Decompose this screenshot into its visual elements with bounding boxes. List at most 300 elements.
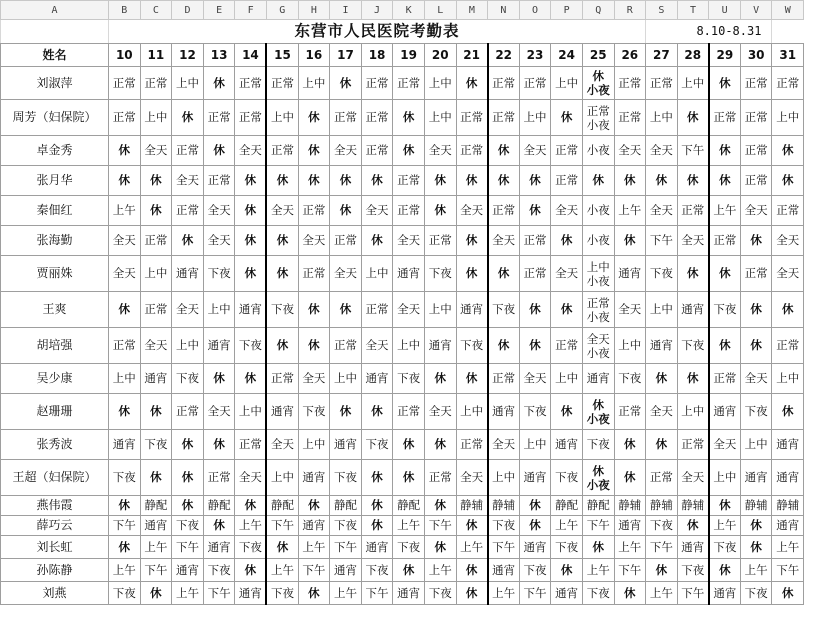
shift-cell[interactable]: 全天: [172, 166, 204, 196]
shift-cell[interactable]: 通宵: [424, 328, 456, 364]
shift-cell[interactable]: 休: [646, 559, 678, 582]
shift-cell[interactable]: 全天: [393, 226, 425, 256]
shift-cell[interactable]: 全天: [424, 136, 456, 166]
shift-cell[interactable]: 休: [203, 516, 235, 536]
shift-cell[interactable]: 全天: [140, 328, 172, 364]
shift-cell[interactable]: 上中: [330, 364, 362, 394]
shift-cell[interactable]: 休: [614, 226, 646, 256]
day-header-20[interactable]: 20: [424, 44, 456, 67]
shift-cell[interactable]: 正常: [330, 328, 362, 364]
shift-cell[interactable]: 正常: [393, 166, 425, 196]
shift-cell[interactable]: 上中: [614, 328, 646, 364]
shift-cell[interactable]: 下夜: [709, 292, 741, 328]
shift-cell[interactable]: 下午: [614, 559, 646, 582]
shift-cell[interactable]: 正常: [330, 100, 362, 136]
shift-cell[interactable]: 休: [235, 364, 267, 394]
shift-cell[interactable]: 休: [172, 496, 204, 516]
shift-cell[interactable]: 下夜: [424, 256, 456, 292]
shift-cell[interactable]: 通宵: [140, 516, 172, 536]
shift-cell[interactable]: 正常: [424, 460, 456, 496]
shift-cell[interactable]: 休: [172, 100, 204, 136]
shift-cell[interactable]: 正常: [488, 364, 520, 394]
shift-cell[interactable]: 休: [140, 196, 172, 226]
shift-cell[interactable]: 上中: [361, 256, 393, 292]
shift-cell[interactable]: 通宵: [646, 328, 678, 364]
day-header-10[interactable]: 10: [109, 44, 141, 67]
shift-cell[interactable]: 休: [266, 166, 298, 196]
shift-cell[interactable]: 休: [709, 328, 741, 364]
shift-cell[interactable]: 上中: [519, 100, 551, 136]
day-header-27[interactable]: 27: [646, 44, 678, 67]
shift-cell[interactable]: 正常: [235, 100, 267, 136]
staff-name-cell[interactable]: 刘长虹: [1, 536, 109, 559]
shift-cell[interactable]: 上午: [709, 516, 741, 536]
shift-cell[interactable]: 下夜: [266, 292, 298, 328]
column-header-t[interactable]: T: [677, 1, 709, 20]
shift-cell[interactable]: 小夜: [582, 196, 614, 226]
shift-cell[interactable]: 休: [330, 394, 362, 430]
shift-cell[interactable]: 通宵: [140, 364, 172, 394]
shift-cell[interactable]: 正常: [456, 136, 488, 166]
shift-cell[interactable]: 全天: [266, 196, 298, 226]
shift-cell[interactable]: 休: [172, 430, 204, 460]
shift-cell[interactable]: 休: [298, 100, 330, 136]
staff-name-cell[interactable]: 胡培强: [1, 328, 109, 364]
shift-cell[interactable]: 休: [140, 460, 172, 496]
shift-cell[interactable]: 休: [519, 292, 551, 328]
shift-cell[interactable]: 上中: [298, 430, 330, 460]
shift-cell[interactable]: 休: [393, 100, 425, 136]
shift-cell[interactable]: 正常: [203, 100, 235, 136]
shift-cell[interactable]: 静辅: [488, 496, 520, 516]
shift-cell[interactable]: 休: [235, 226, 267, 256]
shift-cell[interactable]: 下夜: [677, 328, 709, 364]
staff-name-cell[interactable]: 刘淑萍: [1, 67, 109, 100]
column-header-a[interactable]: A: [1, 1, 109, 20]
shift-cell[interactable]: 全天: [551, 256, 583, 292]
shift-cell[interactable]: 下午: [266, 516, 298, 536]
shift-cell[interactable]: 全天: [109, 226, 141, 256]
shift-cell[interactable]: 休: [772, 582, 804, 605]
shift-cell[interactable]: 下夜: [519, 559, 551, 582]
day-header-31[interactable]: 31: [772, 44, 804, 67]
shift-cell[interactable]: 上中: [172, 328, 204, 364]
shift-cell[interactable]: 全天: [235, 460, 267, 496]
shift-cell[interactable]: 下夜: [203, 559, 235, 582]
day-header-21[interactable]: 21: [456, 44, 488, 67]
shift-cell[interactable]: 休: [709, 559, 741, 582]
staff-name-cell[interactable]: 秦佃红: [1, 196, 109, 226]
sheet-title[interactable]: 东营市人民医院考勤表: [109, 20, 646, 44]
staff-name-cell[interactable]: 张秀波: [1, 430, 109, 460]
column-header-d[interactable]: D: [172, 1, 204, 20]
shift-cell[interactable]: 下夜: [172, 364, 204, 394]
shift-cell[interactable]: 休: [456, 256, 488, 292]
shift-cell[interactable]: 正常: [140, 226, 172, 256]
shift-cell[interactable]: 上中: [424, 67, 456, 100]
shift-cell[interactable]: 正常: [551, 328, 583, 364]
column-header-q[interactable]: Q: [582, 1, 614, 20]
shift-cell[interactable]: 休: [298, 292, 330, 328]
shift-cell[interactable]: 全天: [330, 256, 362, 292]
shift-cell[interactable]: 全天: [772, 256, 804, 292]
column-header-p[interactable]: P: [551, 1, 583, 20]
shift-cell[interactable]: 上午: [140, 536, 172, 559]
shift-cell[interactable]: 休: [298, 166, 330, 196]
shift-cell[interactable]: 休: [488, 328, 520, 364]
shift-cell[interactable]: 通宵: [677, 292, 709, 328]
shift-cell[interactable]: 正常: [709, 364, 741, 394]
shift-cell[interactable]: 上中: [424, 100, 456, 136]
shift-cell[interactable]: 正常: [551, 166, 583, 196]
shift-cell[interactable]: 休: [614, 460, 646, 496]
staff-name-cell[interactable]: 薛巧云: [1, 516, 109, 536]
shift-cell[interactable]: 休: [235, 166, 267, 196]
shift-cell[interactable]: 全天: [740, 364, 772, 394]
shift-cell[interactable]: 休: [266, 226, 298, 256]
shift-cell[interactable]: 上午: [582, 559, 614, 582]
shift-cell[interactable]: 通宵: [519, 536, 551, 559]
shift-cell[interactable]: 上午: [424, 559, 456, 582]
shift-cell[interactable]: 休: [109, 292, 141, 328]
shift-cell[interactable]: 休: [330, 196, 362, 226]
date-range[interactable]: 8.10-8.31: [646, 20, 772, 44]
shift-cell[interactable]: 正常: [772, 196, 804, 226]
shift-cell[interactable]: 休: [772, 394, 804, 430]
shift-cell[interactable]: 休: [109, 394, 141, 430]
shift-cell[interactable]: 下夜: [456, 328, 488, 364]
shift-cell[interactable]: 上午: [614, 196, 646, 226]
shift-cell[interactable]: 休: [456, 226, 488, 256]
shift-cell[interactable]: 通宵: [203, 328, 235, 364]
shift-cell[interactable]: 休: [330, 292, 362, 328]
shift-cell[interactable]: 通宵: [172, 256, 204, 292]
shift-cell[interactable]: 上午: [235, 516, 267, 536]
shift-cell[interactable]: 全天: [140, 136, 172, 166]
shift-cell[interactable]: 休: [140, 582, 172, 605]
shift-cell[interactable]: 下午: [298, 559, 330, 582]
shift-cell[interactable]: 休: [677, 166, 709, 196]
shift-cell[interactable]: 上中: [488, 460, 520, 496]
shift-cell[interactable]: 上午: [740, 559, 772, 582]
shift-cell[interactable]: 下夜: [393, 536, 425, 559]
shift-cell[interactable]: 全天: [203, 226, 235, 256]
column-header-k[interactable]: K: [393, 1, 425, 20]
shift-cell[interactable]: 正常: [740, 67, 772, 100]
shift-cell[interactable]: 正常: [235, 67, 267, 100]
shift-cell[interactable]: 通宵: [772, 516, 804, 536]
shift-cell[interactable]: 下午: [361, 582, 393, 605]
column-header-i[interactable]: I: [330, 1, 362, 20]
shift-cell[interactable]: 休: [582, 166, 614, 196]
shift-cell[interactable]: 全天: [203, 196, 235, 226]
shift-cell[interactable]: 下夜: [488, 292, 520, 328]
shift-cell[interactable]: 全天 小夜: [582, 328, 614, 364]
column-header-g[interactable]: G: [266, 1, 298, 20]
shift-cell[interactable]: 休: [361, 166, 393, 196]
shift-cell[interactable]: 全天: [456, 460, 488, 496]
shift-cell[interactable]: 静辅: [740, 496, 772, 516]
shift-cell[interactable]: 休: [203, 364, 235, 394]
shift-cell[interactable]: 休: [519, 196, 551, 226]
column-header-u[interactable]: U: [709, 1, 741, 20]
shift-cell[interactable]: 全天: [740, 196, 772, 226]
shift-cell[interactable]: 休: [519, 166, 551, 196]
day-header-14[interactable]: 14: [235, 44, 267, 67]
shift-cell[interactable]: 休: [330, 166, 362, 196]
shift-cell[interactable]: 休 小夜: [582, 460, 614, 496]
shift-cell[interactable]: 通宵: [172, 559, 204, 582]
shift-cell[interactable]: 正常: [772, 67, 804, 100]
shift-cell[interactable]: 下夜: [424, 582, 456, 605]
shift-cell[interactable]: 全天: [646, 136, 678, 166]
shift-cell[interactable]: 上中: [772, 100, 804, 136]
shift-cell[interactable]: 休: [519, 516, 551, 536]
shift-cell[interactable]: 正常: [456, 100, 488, 136]
shift-cell[interactable]: 上中: [677, 394, 709, 430]
shift-cell[interactable]: 休: [361, 460, 393, 496]
shift-cell[interactable]: 下夜: [519, 394, 551, 430]
shift-cell[interactable]: 正常: [393, 196, 425, 226]
shift-cell[interactable]: 休: [614, 582, 646, 605]
day-header-18[interactable]: 18: [361, 44, 393, 67]
shift-cell[interactable]: 通宵: [298, 460, 330, 496]
shift-cell[interactable]: 上中: [203, 292, 235, 328]
shift-cell[interactable]: 通宵: [551, 430, 583, 460]
shift-cell[interactable]: 上中: [709, 460, 741, 496]
shift-cell[interactable]: 通宵: [709, 582, 741, 605]
shift-cell[interactable]: 上中: [109, 364, 141, 394]
shift-cell[interactable]: 休: [646, 364, 678, 394]
shift-cell[interactable]: 下午: [109, 516, 141, 536]
shift-cell[interactable]: 休: [709, 256, 741, 292]
shift-cell[interactable]: 上午: [709, 196, 741, 226]
shift-cell[interactable]: 下夜: [709, 536, 741, 559]
shift-cell[interactable]: 静辅: [456, 496, 488, 516]
shift-cell[interactable]: 全天: [266, 430, 298, 460]
shift-cell[interactable]: 下夜: [740, 582, 772, 605]
staff-name-cell[interactable]: 张月华: [1, 166, 109, 196]
shift-cell[interactable]: 全天: [614, 136, 646, 166]
shift-cell[interactable]: 通宵: [488, 559, 520, 582]
shift-cell[interactable]: 正常: [488, 100, 520, 136]
shift-cell[interactable]: 下夜: [109, 460, 141, 496]
shift-cell[interactable]: 下夜: [646, 256, 678, 292]
staff-name-cell[interactable]: 卓金秀: [1, 136, 109, 166]
shift-cell[interactable]: 正常: [519, 256, 551, 292]
shift-cell[interactable]: 下午: [772, 559, 804, 582]
shift-cell[interactable]: 静配: [393, 496, 425, 516]
day-header-30[interactable]: 30: [740, 44, 772, 67]
shift-cell[interactable]: 正常: [361, 67, 393, 100]
shift-cell[interactable]: 正常: [266, 364, 298, 394]
shift-cell[interactable]: 休 小夜: [582, 67, 614, 100]
shift-cell[interactable]: 休: [203, 430, 235, 460]
shift-cell[interactable]: 休: [456, 166, 488, 196]
day-header-26[interactable]: 26: [614, 44, 646, 67]
shift-cell[interactable]: 全天: [298, 226, 330, 256]
shift-cell[interactable]: 休: [772, 166, 804, 196]
shift-cell[interactable]: 休: [424, 496, 456, 516]
shift-cell[interactable]: 全天: [646, 196, 678, 226]
shift-cell[interactable]: 休: [677, 516, 709, 536]
shift-cell[interactable]: 休: [424, 536, 456, 559]
day-header-17[interactable]: 17: [330, 44, 362, 67]
shift-cell[interactable]: 正常: [172, 394, 204, 430]
column-header-n[interactable]: N: [488, 1, 520, 20]
shift-cell[interactable]: 下午: [646, 226, 678, 256]
shift-cell[interactable]: 上午: [109, 559, 141, 582]
shift-cell[interactable]: 上中: [740, 430, 772, 460]
day-header-15[interactable]: 15: [266, 44, 298, 67]
column-header-e[interactable]: E: [203, 1, 235, 20]
shift-cell[interactable]: 下夜: [330, 460, 362, 496]
shift-cell[interactable]: 通宵: [519, 460, 551, 496]
shift-cell[interactable]: 全天: [361, 328, 393, 364]
shift-cell[interactable]: 正常: [361, 292, 393, 328]
shift-cell[interactable]: 通宵: [614, 516, 646, 536]
shift-cell[interactable]: 休: [614, 430, 646, 460]
shift-cell[interactable]: 通宵: [456, 292, 488, 328]
day-header-29[interactable]: 29: [709, 44, 741, 67]
column-header-m[interactable]: M: [456, 1, 488, 20]
shift-cell[interactable]: 休 小夜: [582, 394, 614, 430]
shift-cell[interactable]: 下夜: [330, 516, 362, 536]
shift-cell[interactable]: 休: [646, 430, 678, 460]
shift-cell[interactable]: 正常: [456, 430, 488, 460]
shift-cell[interactable]: 全天: [235, 136, 267, 166]
shift-cell[interactable]: 通宵: [266, 394, 298, 430]
shift-cell[interactable]: 正常: [266, 136, 298, 166]
shift-cell[interactable]: 下夜: [614, 364, 646, 394]
shift-cell[interactable]: 上午: [298, 536, 330, 559]
shift-cell[interactable]: 静配: [582, 496, 614, 516]
shift-cell[interactable]: 休: [266, 256, 298, 292]
shift-cell[interactable]: 全天: [456, 196, 488, 226]
shift-cell[interactable]: 休: [740, 328, 772, 364]
shift-cell[interactable]: 下夜: [393, 364, 425, 394]
shift-cell[interactable]: 休: [109, 496, 141, 516]
shift-cell[interactable]: 上午: [772, 536, 804, 559]
shift-cell[interactable]: 休: [424, 196, 456, 226]
shift-cell[interactable]: 休: [519, 328, 551, 364]
shift-cell[interactable]: 上中: [772, 364, 804, 394]
shift-cell[interactable]: 静配: [330, 496, 362, 516]
shift-cell[interactable]: 下夜: [551, 460, 583, 496]
shift-cell[interactable]: 全天: [614, 292, 646, 328]
shift-cell[interactable]: 休: [266, 328, 298, 364]
shift-cell[interactable]: 小夜: [582, 226, 614, 256]
column-header-j[interactable]: J: [361, 1, 393, 20]
shift-cell[interactable]: 休: [740, 226, 772, 256]
shift-cell[interactable]: 上中: [235, 394, 267, 430]
shift-cell[interactable]: 休: [488, 136, 520, 166]
shift-cell[interactable]: 全天: [393, 292, 425, 328]
shift-cell[interactable]: 下夜: [740, 394, 772, 430]
shift-cell[interactable]: 正常 小夜: [582, 292, 614, 328]
shift-cell[interactable]: 下夜: [140, 430, 172, 460]
shift-cell[interactable]: 休: [488, 166, 520, 196]
shift-cell[interactable]: 休: [519, 496, 551, 516]
shift-cell[interactable]: 下夜: [172, 516, 204, 536]
shift-cell[interactable]: 上中: [266, 100, 298, 136]
staff-name-cell[interactable]: 张海勤: [1, 226, 109, 256]
shift-cell[interactable]: 正常: [298, 196, 330, 226]
column-header-o[interactable]: O: [519, 1, 551, 20]
shift-cell[interactable]: 全天: [551, 196, 583, 226]
shift-cell[interactable]: 下夜: [235, 328, 267, 364]
shift-cell[interactable]: 全天: [298, 364, 330, 394]
shift-cell[interactable]: 静辅: [677, 496, 709, 516]
shift-cell[interactable]: 休: [298, 496, 330, 516]
shift-cell[interactable]: 上中: [551, 364, 583, 394]
shift-cell[interactable]: 全天: [488, 430, 520, 460]
shift-cell[interactable]: 正常: [424, 226, 456, 256]
shift-cell[interactable]: 下夜: [551, 536, 583, 559]
shift-cell[interactable]: 休: [140, 166, 172, 196]
shift-cell[interactable]: 休: [330, 67, 362, 100]
shift-cell[interactable]: 正常: [488, 67, 520, 100]
shift-cell[interactable]: 正常: [772, 328, 804, 364]
shift-cell[interactable]: 通宵: [709, 394, 741, 430]
shift-cell[interactable]: 通宵: [551, 582, 583, 605]
shift-cell[interactable]: 全天: [677, 226, 709, 256]
shift-cell[interactable]: 正常: [266, 67, 298, 100]
shift-cell[interactable]: 通宵: [330, 430, 362, 460]
shift-cell[interactable]: 休: [456, 559, 488, 582]
shift-cell[interactable]: 静辅: [772, 496, 804, 516]
shift-cell[interactable]: 正常: [519, 67, 551, 100]
shift-cell[interactable]: 休: [740, 292, 772, 328]
shift-cell[interactable]: 通宵: [582, 364, 614, 394]
shift-cell[interactable]: 休: [298, 136, 330, 166]
shift-cell[interactable]: 休: [203, 136, 235, 166]
shift-cell[interactable]: 上午: [109, 196, 141, 226]
shift-cell[interactable]: 通宵: [677, 536, 709, 559]
shift-cell[interactable]: 上午: [551, 516, 583, 536]
shift-cell[interactable]: 正常: [140, 292, 172, 328]
column-header-w[interactable]: W: [772, 1, 804, 20]
column-header-c[interactable]: C: [140, 1, 172, 20]
shift-cell[interactable]: 上午: [266, 559, 298, 582]
shift-cell[interactable]: 下午: [677, 136, 709, 166]
column-header-f[interactable]: F: [235, 1, 267, 20]
shift-cell[interactable]: 全天: [519, 136, 551, 166]
shift-cell[interactable]: 全天: [203, 394, 235, 430]
shift-cell[interactable]: 休: [172, 460, 204, 496]
staff-name-cell[interactable]: 燕伟霞: [1, 496, 109, 516]
shift-cell[interactable]: 下夜: [361, 430, 393, 460]
shift-cell[interactable]: 全天: [361, 196, 393, 226]
shift-cell[interactable]: 正常: [614, 67, 646, 100]
staff-name-cell[interactable]: 王超（妇保院）: [1, 460, 109, 496]
column-header-s[interactable]: S: [646, 1, 678, 20]
shift-cell[interactable]: 休: [677, 364, 709, 394]
shift-cell[interactable]: 上中: [551, 67, 583, 100]
shift-cell[interactable]: 上午: [330, 582, 362, 605]
shift-cell[interactable]: 通宵: [298, 516, 330, 536]
shift-cell[interactable]: 下夜: [582, 582, 614, 605]
shift-cell[interactable]: 全天: [330, 136, 362, 166]
shift-cell[interactable]: 休: [646, 166, 678, 196]
shift-cell[interactable]: 下午: [172, 536, 204, 559]
shift-cell[interactable]: 正常: [109, 328, 141, 364]
shift-cell[interactable]: 休: [393, 559, 425, 582]
shift-cell[interactable]: 休: [109, 536, 141, 559]
shift-cell[interactable]: 正常: [140, 67, 172, 100]
shift-cell[interactable]: 正常: [393, 394, 425, 430]
shift-cell[interactable]: 休: [740, 516, 772, 536]
